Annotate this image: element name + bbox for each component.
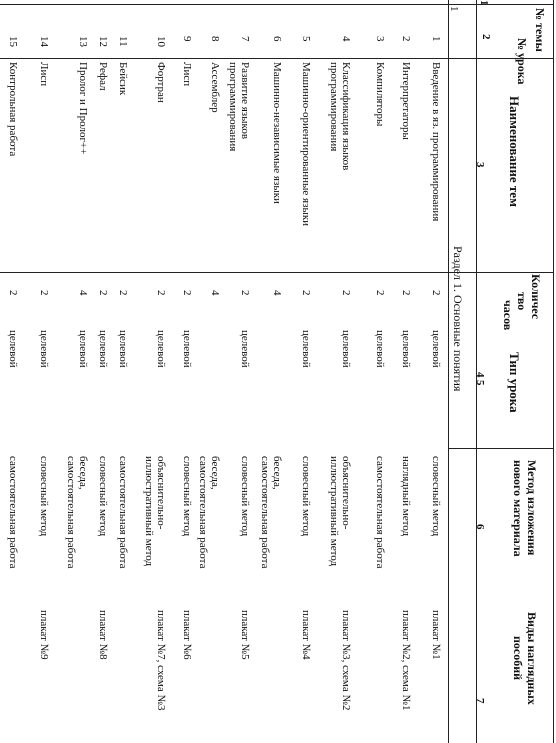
lesson-type: целевой xyxy=(97,330,109,368)
column-number: 6 xyxy=(474,524,486,530)
header-hours: часов xyxy=(501,300,515,331)
lesson-hours: 2 xyxy=(239,290,251,296)
lesson-type: целевой xyxy=(340,330,352,368)
teaching-method: объяснительно- xyxy=(155,456,167,530)
lesson-hours: 2 xyxy=(181,290,193,296)
lesson-hours: 4 xyxy=(209,290,221,296)
lesson-type: целевой xyxy=(300,330,312,368)
lesson-name: программирования xyxy=(328,62,340,152)
header-lesson-number: № урока xyxy=(515,38,529,85)
teaching-method: словесный метод xyxy=(430,456,442,537)
lesson-name: Машинно-ориентированные языки xyxy=(300,62,312,227)
header-aids: Виды наглядных xyxy=(525,612,539,705)
teaching-method: словесный метод xyxy=(181,456,193,537)
column-number: 1 xyxy=(478,0,490,6)
visual-aids: плакат №9 xyxy=(38,610,50,660)
visual-aids: плакат №7, схема №3 xyxy=(155,610,167,711)
lesson-hours: 2 xyxy=(400,290,412,296)
visual-aids: плакат №5 xyxy=(239,610,251,660)
lesson-name: Лисп xyxy=(181,62,193,87)
teaching-method: самостоятельная работа xyxy=(259,456,271,569)
grid-line-vertical xyxy=(448,0,449,743)
lesson-name: Машинно-независимые языки xyxy=(271,62,283,204)
lesson-name: Ассемблер xyxy=(209,62,221,113)
teaching-method: самостоятельная работа xyxy=(374,456,386,569)
lesson-hours: 2 xyxy=(117,290,129,296)
lesson-hours: 2 xyxy=(7,290,19,296)
lesson-name: Компиляторы xyxy=(374,62,386,127)
lesson-name: Пролог и Пролог++ xyxy=(77,62,89,155)
lesson-number: 2 xyxy=(400,36,412,42)
teaching-method: иллюстративный метод xyxy=(143,456,155,567)
header-aids: пособий xyxy=(511,636,525,681)
header-method: нового материала xyxy=(511,460,525,557)
lesson-name: программирования xyxy=(227,62,239,152)
lesson-name: Рефал xyxy=(97,62,109,91)
column-number: 2 xyxy=(480,34,492,40)
grid-line-vertical xyxy=(553,0,554,743)
lesson-type: целевой xyxy=(7,330,19,368)
lesson-hours: 2 xyxy=(340,290,352,296)
header-lesson-type: Тип урока xyxy=(507,352,522,413)
lesson-name: Классификация языков xyxy=(340,62,352,171)
lesson-number: 5 xyxy=(300,36,312,42)
lesson-name: Лисп xyxy=(38,62,50,87)
teaching-method: самостоятельная работа xyxy=(117,456,129,569)
lesson-name: Фортран xyxy=(155,62,167,103)
lesson-number: 13 xyxy=(77,36,89,47)
lesson-number: 10 xyxy=(155,36,167,47)
lesson-number: 15 xyxy=(7,36,19,47)
header-hours: Количес xyxy=(529,274,543,320)
lesson-number: 7 xyxy=(239,36,251,42)
grid-line-horizontal xyxy=(0,4,553,5)
visual-aids: плакат №8 xyxy=(97,610,109,660)
lesson-name: Введение в яз. программирования xyxy=(430,62,442,222)
teaching-method: самостоятельная работа xyxy=(65,456,77,569)
teaching-method: словесный метод xyxy=(38,456,50,537)
lesson-number: 4 xyxy=(340,36,352,42)
lesson-number: 12 xyxy=(97,36,109,47)
teaching-method: беседа, xyxy=(271,456,283,490)
header-name: Наименование тем xyxy=(507,96,522,207)
section-number: 1 xyxy=(448,6,460,12)
visual-aids: плакат №4 xyxy=(300,610,312,660)
lesson-type: целевой xyxy=(117,330,129,368)
teaching-method: самостоятельная работа xyxy=(7,456,19,569)
lesson-name: Развитие языков xyxy=(239,62,251,140)
visual-aids: плакат №1 xyxy=(430,610,442,660)
lesson-hours: 2 xyxy=(155,290,167,296)
teaching-method: объяснительно- xyxy=(340,456,352,530)
lesson-hours: 2 xyxy=(374,290,386,296)
lesson-type: целевой xyxy=(77,330,89,368)
lesson-number: 11 xyxy=(117,36,129,47)
header-method: Метод изложения xyxy=(525,460,539,556)
column-number: 7 xyxy=(474,698,486,704)
lesson-type: целевой xyxy=(38,330,50,368)
lesson-hours: 2 xyxy=(300,290,312,296)
lesson-type: целевой xyxy=(400,330,412,368)
teaching-method: наглядный метод xyxy=(400,456,412,537)
column-number: 5 xyxy=(474,380,486,386)
teaching-method: словесный метод xyxy=(300,456,312,537)
visual-aids: плакат №6 xyxy=(181,610,193,660)
header-hours: тво xyxy=(515,292,529,311)
section-title: Раздел 1. Основные понятия xyxy=(451,246,465,392)
column-number: 3 xyxy=(474,162,486,168)
grid-line-horizontal xyxy=(448,448,553,449)
teaching-method: словесный метод xyxy=(97,456,109,537)
lesson-number: 9 xyxy=(181,36,193,42)
lesson-number: 8 xyxy=(209,36,221,42)
lesson-type: целевой xyxy=(155,330,167,368)
lesson-name: Интерпретаторы xyxy=(400,62,412,140)
lesson-type: целевой xyxy=(374,330,386,368)
lesson-hours: 2 xyxy=(430,290,442,296)
grid-line-horizontal xyxy=(0,58,553,59)
teaching-method: самостоятельная работа xyxy=(197,456,209,569)
teaching-method: словесный метод xyxy=(239,456,251,537)
lesson-number: 14 xyxy=(38,36,50,47)
lesson-name: Контрольная работа xyxy=(7,62,19,157)
lesson-type: целевой xyxy=(430,330,442,368)
lesson-hours: 2 xyxy=(38,290,50,296)
teaching-method: иллюстративный метод xyxy=(328,456,340,567)
visual-aids: плакат №2, схема №1 xyxy=(400,610,412,711)
visual-aids: плакат №3, схема №2 xyxy=(340,610,352,711)
lesson-type: целевой xyxy=(239,330,251,368)
lesson-hours: 2 xyxy=(97,290,109,296)
lesson-hours: 4 xyxy=(77,290,89,296)
column-number: 4 xyxy=(474,372,486,378)
grid-line-horizontal xyxy=(0,272,553,273)
header-theme-number: № темы xyxy=(533,8,547,52)
lesson-hours: 4 xyxy=(271,290,283,296)
lesson-number: 3 xyxy=(374,36,386,42)
teaching-method: беседа, xyxy=(209,456,221,490)
teaching-method: беседа, xyxy=(77,456,89,490)
lesson-number: 1 xyxy=(430,36,442,42)
lesson-name: Бейсик xyxy=(117,62,129,96)
lesson-number: 6 xyxy=(271,36,283,42)
lesson-type: целевой xyxy=(181,330,193,368)
